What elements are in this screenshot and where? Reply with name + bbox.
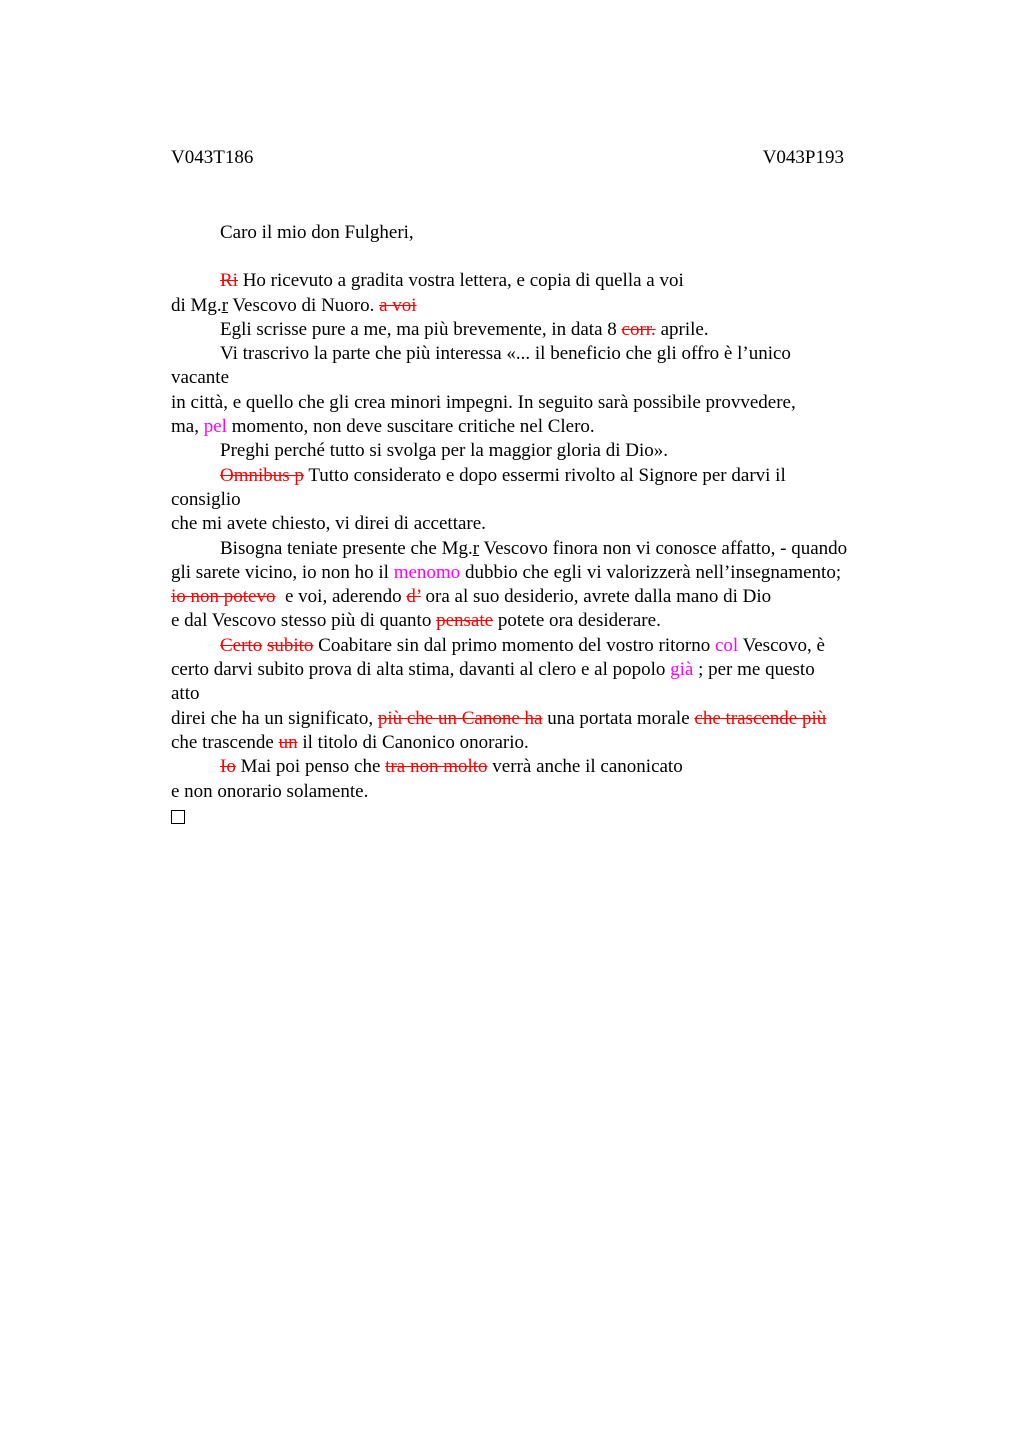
text-line-14 bbox=[171, 585, 911, 609]
text-run: Mai poi penso che bbox=[235, 756, 386, 778]
text-run: il titolo di Canonico onorario. bbox=[297, 731, 529, 753]
text-run: gli sarete vicino, io non ho il bbox=[171, 561, 394, 583]
text-run: e voi, aderendo bbox=[275, 586, 407, 608]
deleted-text: Io bbox=[220, 756, 236, 778]
text-line-19 bbox=[171, 707, 911, 731]
text-line-4 bbox=[171, 342, 911, 366]
text-run: e non onorario solamente. bbox=[171, 780, 369, 802]
text-run: vacante bbox=[171, 367, 230, 389]
text-run: una portata morale bbox=[542, 707, 695, 729]
deleted-text: corr. bbox=[621, 318, 656, 340]
text-run: Egli scrisse pure a me, ma più brevemente, in data 8 bbox=[220, 318, 622, 340]
text-line-20 bbox=[171, 731, 911, 755]
checkbox-square-icon bbox=[171, 810, 185, 824]
text-line-9 bbox=[171, 464, 911, 488]
text-line-17 bbox=[171, 658, 911, 682]
deleted-text: pensate bbox=[436, 610, 494, 632]
text-run: Tutto considerato e dopo essermi rivolto al Signore per darvi il bbox=[303, 464, 786, 486]
text-run: direi che ha un significato, bbox=[171, 707, 378, 729]
deleted-text: subito bbox=[266, 634, 314, 656]
text-line-5 bbox=[171, 366, 911, 390]
text-line-13 bbox=[171, 561, 911, 585]
page-header bbox=[171, 146, 844, 170]
text-line-15 bbox=[171, 609, 911, 633]
text-run: ; per me questo bbox=[693, 659, 815, 681]
text-line-11 bbox=[171, 512, 911, 536]
text-run: consiglio bbox=[171, 488, 241, 510]
text-run: Vi trascrivo la parte che più interessa «... il beneficio che gli offro è l’unico bbox=[220, 343, 791, 365]
text-line-21 bbox=[171, 755, 911, 779]
salutation: Caro il mio don Fulgheri, bbox=[220, 222, 414, 243]
text-run: momento, non deve suscitare critiche nel Clero. bbox=[226, 416, 595, 438]
deleted-text: io non potevo bbox=[171, 586, 276, 608]
paragraph-gap bbox=[171, 245, 911, 269]
deleted-text: più che un Canone ha bbox=[377, 707, 543, 729]
letter-body bbox=[171, 221, 911, 831]
deleted-text: a voi bbox=[379, 294, 417, 316]
text-line-22 bbox=[171, 780, 911, 804]
text-line-8 bbox=[171, 439, 911, 463]
text-run: Preghi perché tutto si svolga per la maggior gloria di Dio». bbox=[220, 440, 668, 462]
document-code-left: V043T186 bbox=[171, 147, 254, 168]
text-run: ma, bbox=[171, 416, 204, 438]
text-run: che trascende bbox=[171, 731, 279, 753]
text-run: e dal Vescovo stesso più di quanto bbox=[171, 610, 437, 632]
text-line-10 bbox=[171, 488, 911, 512]
text-line-16 bbox=[171, 634, 911, 658]
text-line-6 bbox=[171, 391, 911, 415]
text-line-3 bbox=[171, 318, 911, 342]
text-run: che mi avete chiesto, vi direi di accettare. bbox=[171, 513, 486, 535]
inserted-text: pel bbox=[203, 416, 227, 438]
underlined-text: r bbox=[472, 537, 480, 559]
inserted-text: col bbox=[715, 634, 739, 656]
text-run: atto bbox=[171, 683, 200, 705]
text-line-12 bbox=[171, 537, 911, 561]
text-line-18 bbox=[171, 682, 911, 706]
deleted-text: Omnibus p bbox=[220, 464, 304, 486]
text-run: ora al suo desiderio, avrete dalla mano di Dio bbox=[420, 586, 772, 608]
text-line-7 bbox=[171, 415, 911, 439]
text-line-1 bbox=[171, 269, 911, 293]
text-run: in città, e quello che gli crea minori impegni. In seguito sarà possibile provvedere, bbox=[171, 391, 796, 413]
text-run: dubbio che egli vi valorizzerà nell’insegnamento; bbox=[460, 561, 842, 583]
text-run: di Mg. bbox=[171, 294, 222, 316]
deleted-text: d’ bbox=[406, 586, 421, 608]
deleted-text: Certo bbox=[220, 634, 263, 656]
inserted-text: menomo bbox=[393, 561, 461, 583]
deleted-text: che trascende più bbox=[694, 707, 827, 729]
end-marker bbox=[171, 804, 911, 831]
text-run: verrà anche il canonicato bbox=[487, 756, 683, 778]
deleted-text: un bbox=[278, 731, 298, 753]
deleted-text: Ri bbox=[220, 270, 238, 292]
document-code-right: V043P193 bbox=[762, 147, 844, 168]
text-line-2 bbox=[171, 294, 911, 318]
text-run: certo darvi subito prova di alta stima, davanti al clero e al popolo bbox=[171, 659, 671, 681]
inserted-text: già bbox=[670, 659, 694, 681]
text-run: aprile. bbox=[655, 318, 709, 340]
text-run: potete ora desiderare. bbox=[493, 610, 661, 632]
text-run: Vescovo finora non vi conosce affatto, - quando bbox=[479, 537, 848, 559]
text-run: Vescovo di Nuoro. bbox=[228, 294, 380, 316]
text-run: Ho ricevuto a gradita vostra lettera, e copia di quella a voi bbox=[237, 270, 684, 292]
deleted-text: tra non molto bbox=[385, 756, 488, 778]
underlined-text: r bbox=[221, 294, 229, 316]
text-run: Coabitare sin dal primo momento del vostro ritorno bbox=[313, 634, 715, 656]
text-run: Bisogna teniate presente che Mg. bbox=[220, 537, 473, 559]
text-run: Vescovo, è bbox=[738, 634, 825, 656]
